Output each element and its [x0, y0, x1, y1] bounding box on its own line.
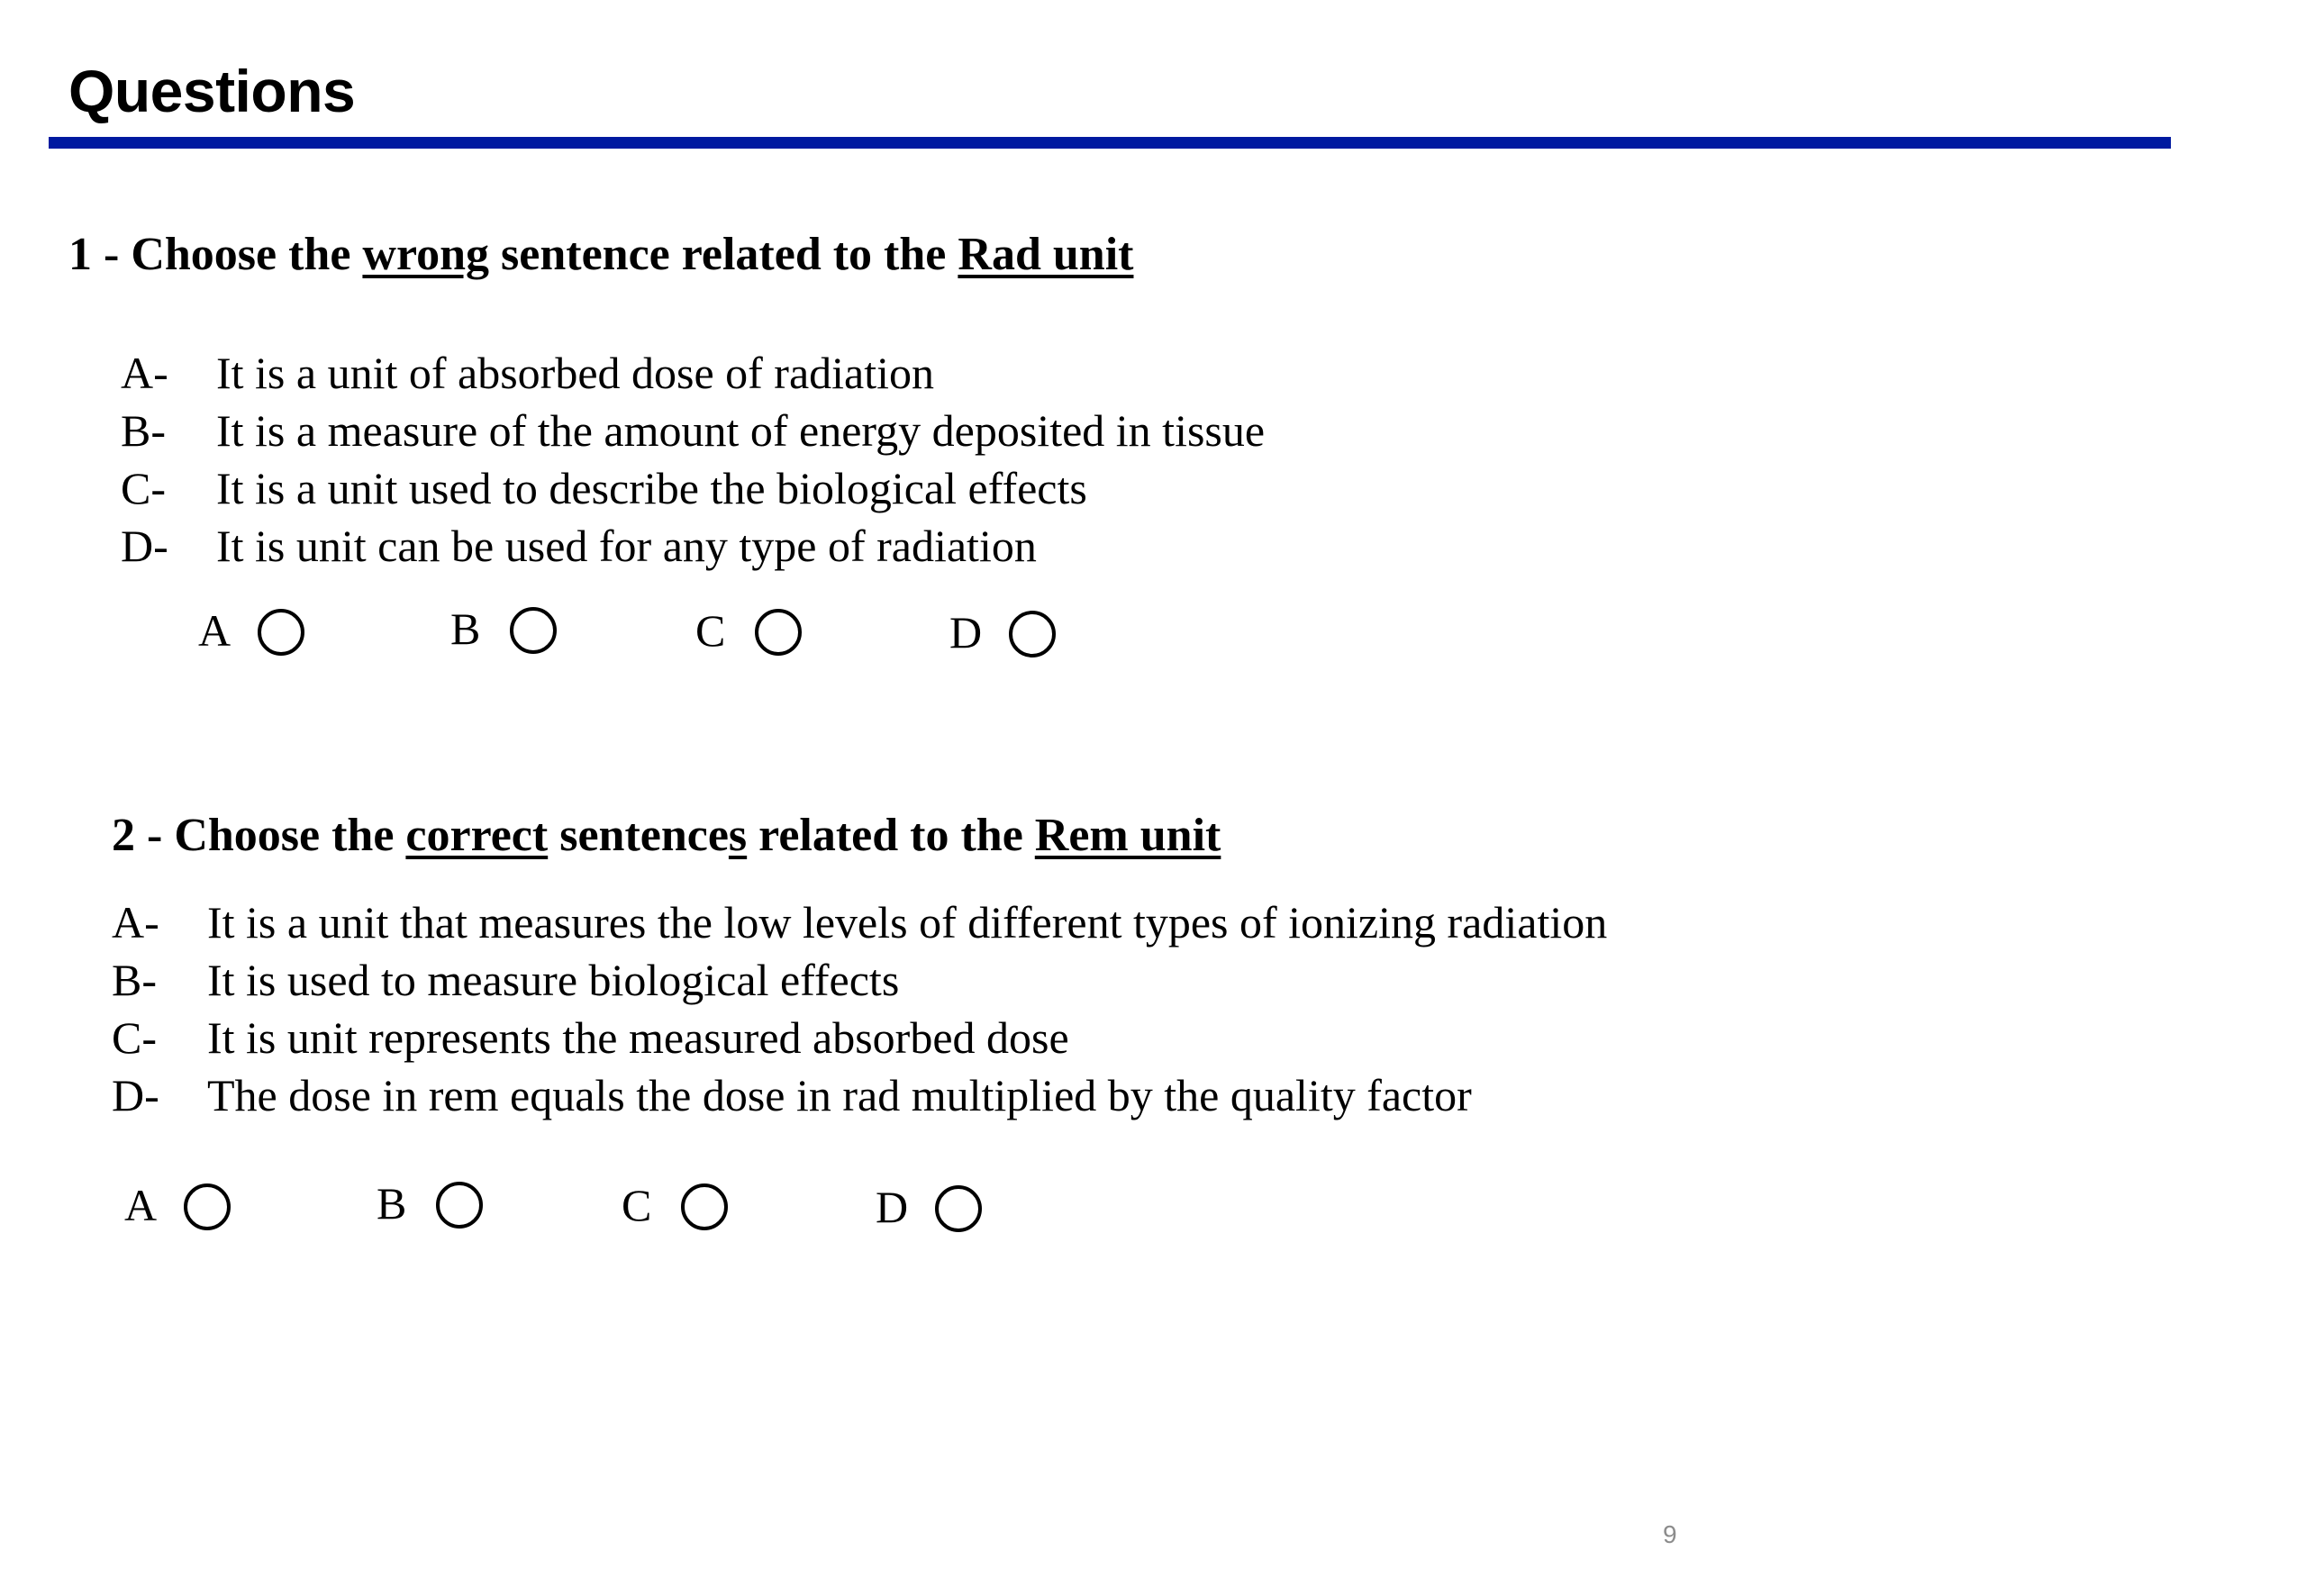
radio-circle-icon[interactable]	[935, 1185, 982, 1232]
option-letter: B-	[121, 405, 166, 456]
question-2-prompt	[112, 809, 1221, 863]
question-1-prompt	[68, 228, 1133, 282]
radio-circle-icon[interactable]	[1009, 611, 1056, 657]
question-1-middle: sentence related to the	[489, 229, 958, 280]
option-letter: C-	[121, 463, 166, 513]
question-1-subject: Rad unit	[958, 229, 1134, 280]
radio-circle-icon[interactable]	[681, 1183, 728, 1230]
radio-circle-icon[interactable]	[184, 1183, 231, 1230]
option-text: It is used to measure biological effects	[207, 955, 900, 1005]
option-text: It is a measure of the amount of energy deposited in tissue	[216, 405, 1266, 456]
option-letter: B-	[112, 955, 157, 1005]
page-number: 9	[1663, 1520, 1677, 1548]
slide-title: Questions	[68, 58, 356, 124]
question-2-middle-rest: related to the	[747, 810, 1035, 861]
choice-label: C	[622, 1180, 652, 1230]
option-letter: A-	[112, 897, 159, 948]
option-text: It is unit can be used for any type of radiation	[216, 521, 1037, 571]
question-1-prefix: 1 - Choose the	[68, 229, 363, 280]
option-letter: D-	[112, 1070, 159, 1120]
choice-label: A	[124, 1180, 158, 1230]
option-text: It is a unit used to describe the biological effects	[216, 463, 1087, 513]
question-1-keyword: wrong	[362, 229, 490, 280]
choice-label: B	[377, 1178, 407, 1229]
choice-label: A	[198, 605, 232, 656]
option-text: The dose in rem equals the dose in rad multiplied by the quality factor	[207, 1070, 1472, 1120]
option-text: It is unit represents the measured absorbed dose	[207, 1012, 1069, 1063]
question-2-middle: sentence	[548, 810, 729, 861]
title-underline-rule	[49, 137, 2171, 149]
radio-circle-icon[interactable]	[755, 609, 802, 656]
option-letter: D-	[121, 521, 168, 571]
radio-circle-icon[interactable]	[436, 1182, 483, 1229]
question-2-keyword: correct	[405, 810, 549, 861]
option-text: It is a unit of absorbed dose of radiation	[216, 348, 935, 398]
radio-circle-icon[interactable]	[510, 607, 557, 654]
choice-label: D	[949, 607, 983, 657]
option-text: It is a unit that measures the low levels of different types of ionizing radiation	[207, 897, 1608, 948]
choice-label: D	[876, 1182, 909, 1232]
choice-label: B	[450, 603, 481, 654]
question-2-prefix: 2 - Choose the	[112, 810, 406, 861]
radio-circle-icon[interactable]	[258, 609, 304, 656]
question-2-subject: Rem unit	[1034, 810, 1221, 861]
option-letter: C-	[112, 1012, 157, 1063]
option-letter: A-	[121, 348, 168, 398]
choice-label: C	[695, 605, 726, 656]
question-2-plural-s: s	[728, 810, 748, 861]
